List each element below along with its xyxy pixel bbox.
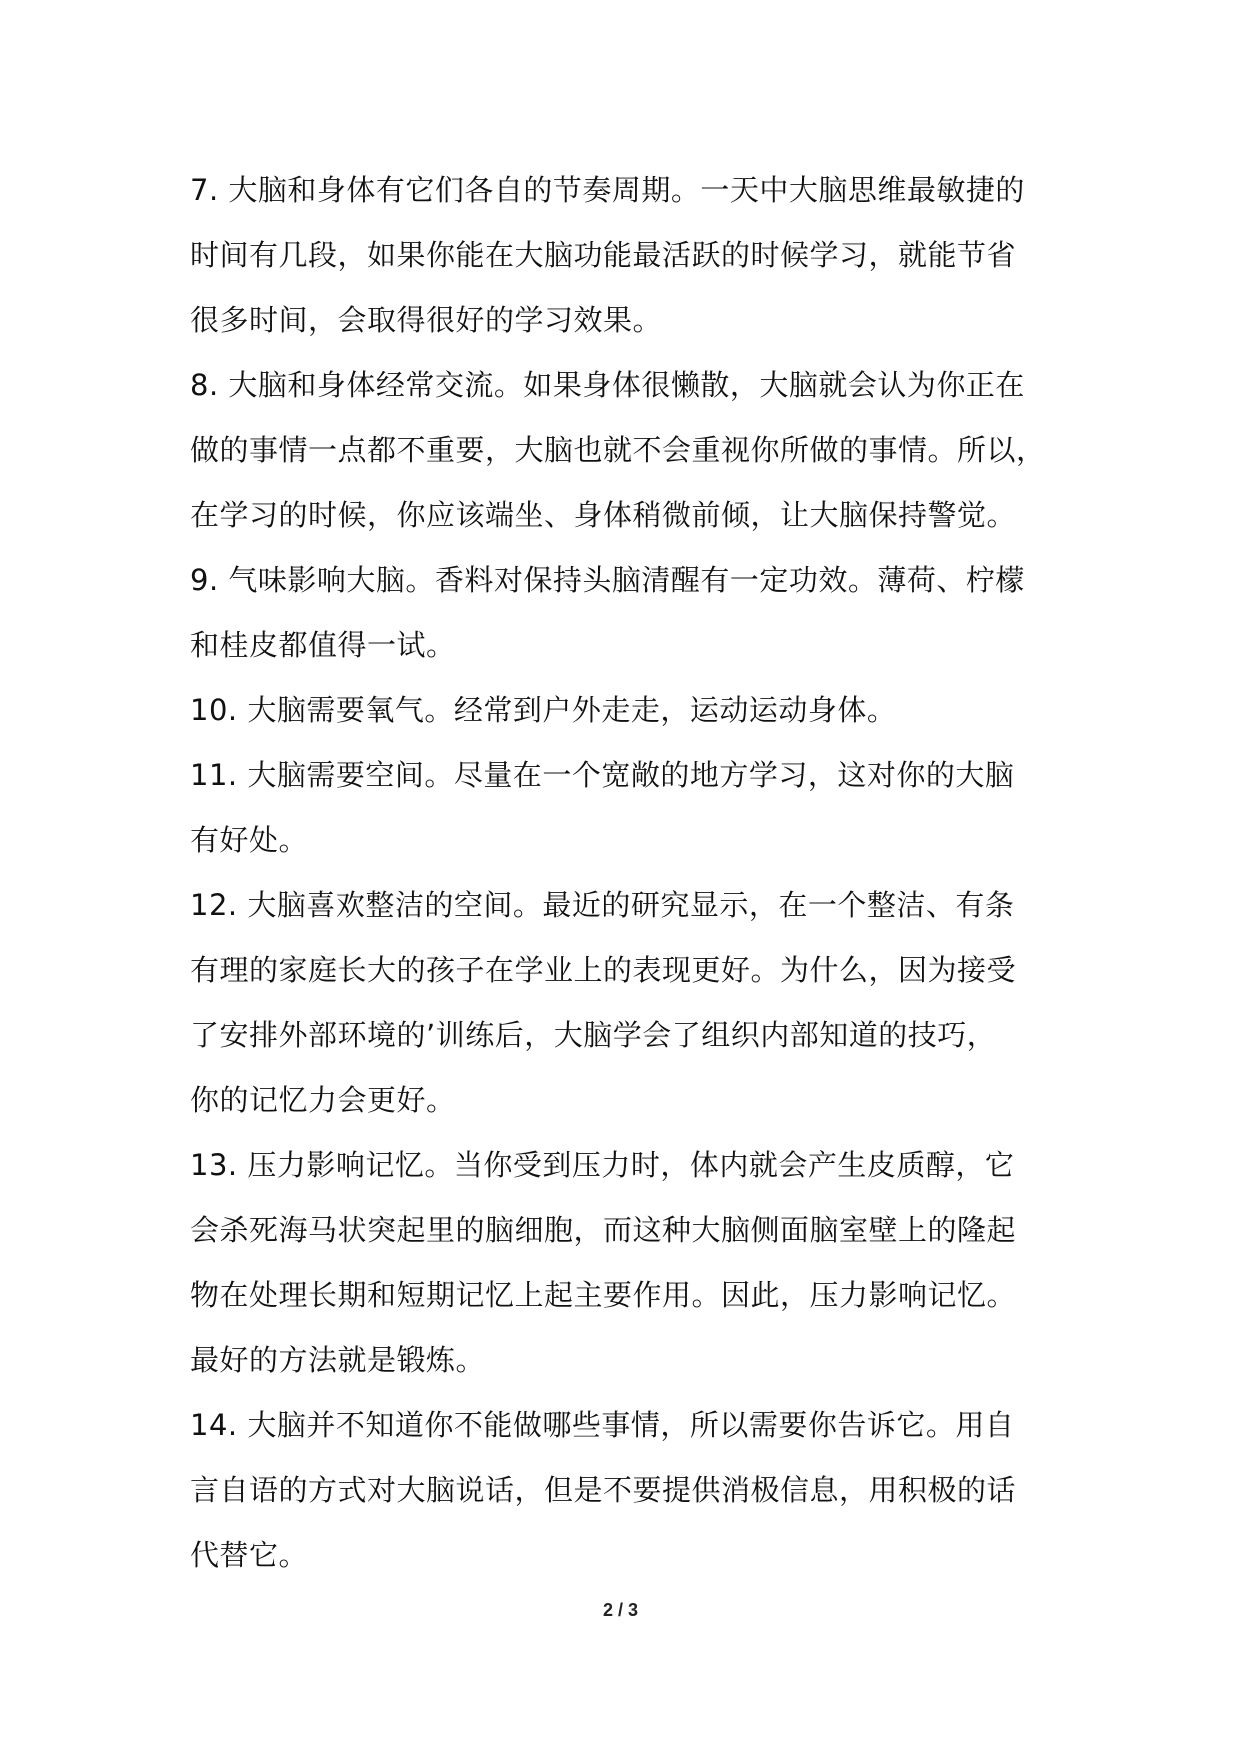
text-line: 做的事情一点都不重要，大脑也就不会重视你所做的事情。所以， (190, 433, 1046, 467)
text-line: 13. 压力影响记忆。当你受到压力时，体内就会产生皮质醇，它 (190, 1148, 1015, 1182)
text-line: 时间有几段，如果你能在大脑功能最活跃的时候学习，就能节省 (190, 238, 1017, 272)
text-line: 言自语的方式对大脑说话，但是不要提供消极信息，用积极的话 (190, 1473, 1017, 1507)
text-line: 了安排外部环境的’训练后，大脑学会了组织内部知道的技巧， (190, 1018, 997, 1052)
text-line: 和桂皮都值得一试。 (190, 628, 456, 662)
text-line: 11. 大脑需要空间。尽量在一个宽敞的地方学习，这对你的大脑 (190, 758, 1015, 792)
page-number: 2 / 3 (602, 1600, 639, 1620)
text-line: 你的记忆力会更好。 (190, 1083, 456, 1117)
text-line: 有理的家庭长大的孩子在学业上的表现更好。为什么，因为接受 (190, 953, 1017, 987)
text-line: 14. 大脑并不知道你不能做哪些事情，所以需要你告诉它。用自 (190, 1408, 1015, 1442)
text-line: 7. 大脑和身体有它们各自的节奏周期。一天中大脑思维最敏捷的 (190, 173, 1025, 207)
text-line: 最好的方法就是锻炼。 (190, 1343, 486, 1377)
text-line: 12. 大脑喜欢整洁的空间。最近的研究显示，在一个整洁、有条 (190, 888, 1015, 922)
text-line: 有好处。 (190, 823, 309, 857)
text-line: 8. 大脑和身体经常交流。如果身体很懒散，大脑就会认为你正在 (190, 368, 1025, 402)
text-line: 10. 大脑需要氧气。经常到户外走走，运动运动身体。 (190, 693, 897, 727)
body-text (190, 158, 1060, 1588)
text-line: 会杀死海马状突起里的脑细胞，而这种大脑侧面脑室壁上的隆起 (190, 1213, 1017, 1247)
text-line: 很多时间，会取得很好的学习效果。 (190, 303, 663, 337)
text-line: 9. 气味影响大脑。香料对保持头脑清醒有一定功效。薄荷、柠檬 (190, 563, 1025, 597)
text-line: 物在处理长期和短期记忆上起主要作用。因此，压力影响记忆。 (190, 1278, 1017, 1312)
text-line: 代替它。 (190, 1538, 309, 1572)
text-line: 在学习的时候，你应该端坐、身体稍微前倾，让大脑保持警觉。 (190, 498, 1017, 532)
